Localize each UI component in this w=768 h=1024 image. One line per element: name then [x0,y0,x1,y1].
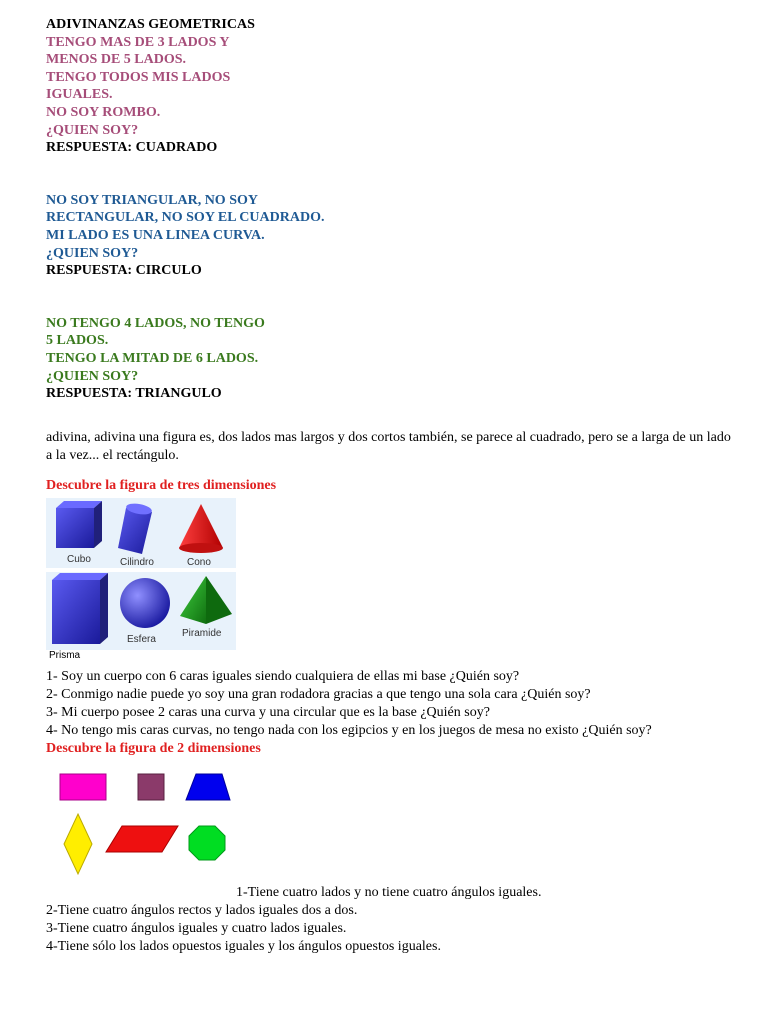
document-page [46,16,736,956]
question-item: 3-Tiene cuatro ángulos iguales y cuatro lados iguales. [46,920,347,936]
plane-shapes-figure [46,764,286,884]
solids-figure [46,498,246,668]
riddle-line: 5 LADOS. [46,333,109,349]
document-title: ADIVINANZAS GEOMETRICAS [46,17,255,32]
question-item: 4- No tengo mis caras curvas, no tengo nada con los egipcios y en los juegos de mesa no existo ¿Quién soy? [46,722,652,738]
square-shape [138,774,164,800]
riddle-line: NO SOY TRIANGULAR, NO SOY [46,192,258,208]
question-item: 1- Soy un cuerpo con 6 caras iguales siendo cualquiera de ellas mi base ¿Quién soy? [46,668,520,684]
rectangle-riddle-paragraph: adivina, adivina una figura es, dos lados mas largos y dos cortos también, se parece al cuadrado, pero se a larga de un lado a la vez... el rectángulo. [46,429,731,463]
sphere-shape [120,578,170,628]
section-3d-title: Descubre la figura de tres dimensiones [46,477,277,493]
cone-label: Cono [187,556,211,568]
prism-shape [52,573,108,644]
question-item: 1-Tiene cuatro lados y no tiene cuatro ángulos iguales. [236,884,542,900]
riddle-answer: RESPUESTA: TRIANGULO [46,386,222,402]
cube-label: Cubo [67,553,91,565]
riddle-answer: RESPUESTA: CUADRADO [46,140,218,156]
pyramid-label: Piramide [182,627,222,639]
riddle-line: NO SOY ROMBO. [46,104,161,120]
rhombus-shape [64,814,92,874]
riddle-line: TENGO LA MITAD DE 6 LADOS. [46,350,259,366]
cube-shape [56,501,102,548]
riddle-line: ¿QUIEN SOY? [46,368,139,384]
sphere-label: Esfera [127,633,156,645]
parallelogram-shape [106,826,178,852]
riddle-line: ¿QUIEN SOY? [46,122,139,138]
riddle-line: TENGO MAS DE 3 LADOS Y [46,34,230,50]
riddle-block-3 [46,315,736,403]
riddle-line: IGUALES. [46,87,113,103]
riddle-block-2 [46,192,736,280]
riddle-block-1 [46,16,736,157]
question-item: 2- Conmigo nadie puede yo soy una gran rodadora gracias a que tengo una sola cara ¿Quién soy? [46,686,591,702]
plane-shapes-questions [46,884,736,956]
octagon-shape [189,826,225,860]
riddle-answer: RESPUESTA: CIRCULO [46,263,202,279]
solids-questions [46,668,736,740]
question-item: 3- Mi cuerpo posee 2 caras una curva y una circular que es la base ¿Quién soy? [46,704,490,720]
question-item: 2-Tiene cuatro ángulos rectos y lados iguales dos a dos. [46,902,358,918]
plane-shapes-illustration [46,764,286,884]
riddle-line: MI LADO ES UNA LINEA CURVA. [46,227,265,243]
riddle-line: NO TENGO 4 LADOS, NO TENGO [46,315,265,331]
trapezoid-shape [186,774,230,800]
prism-label: Prisma [49,649,81,661]
section-2d-title: Descubre la figura de 2 dimensiones [46,740,261,756]
riddle-line: RECTANGULAR, NO SOY EL CUADRADO. [46,210,325,226]
question-item: 4-Tiene sólo los lados opuestos iguales y los ángulos opuestos iguales. [46,938,441,954]
rectangle-shape [60,774,106,800]
riddle-line: TENGO TODOS MIS LADOS [46,69,231,85]
riddle-line: ¿QUIEN SOY? [46,245,139,261]
riddle-line: MENOS DE 5 LADOS. [46,52,187,68]
cylinder-label: Cilindro [120,556,154,568]
